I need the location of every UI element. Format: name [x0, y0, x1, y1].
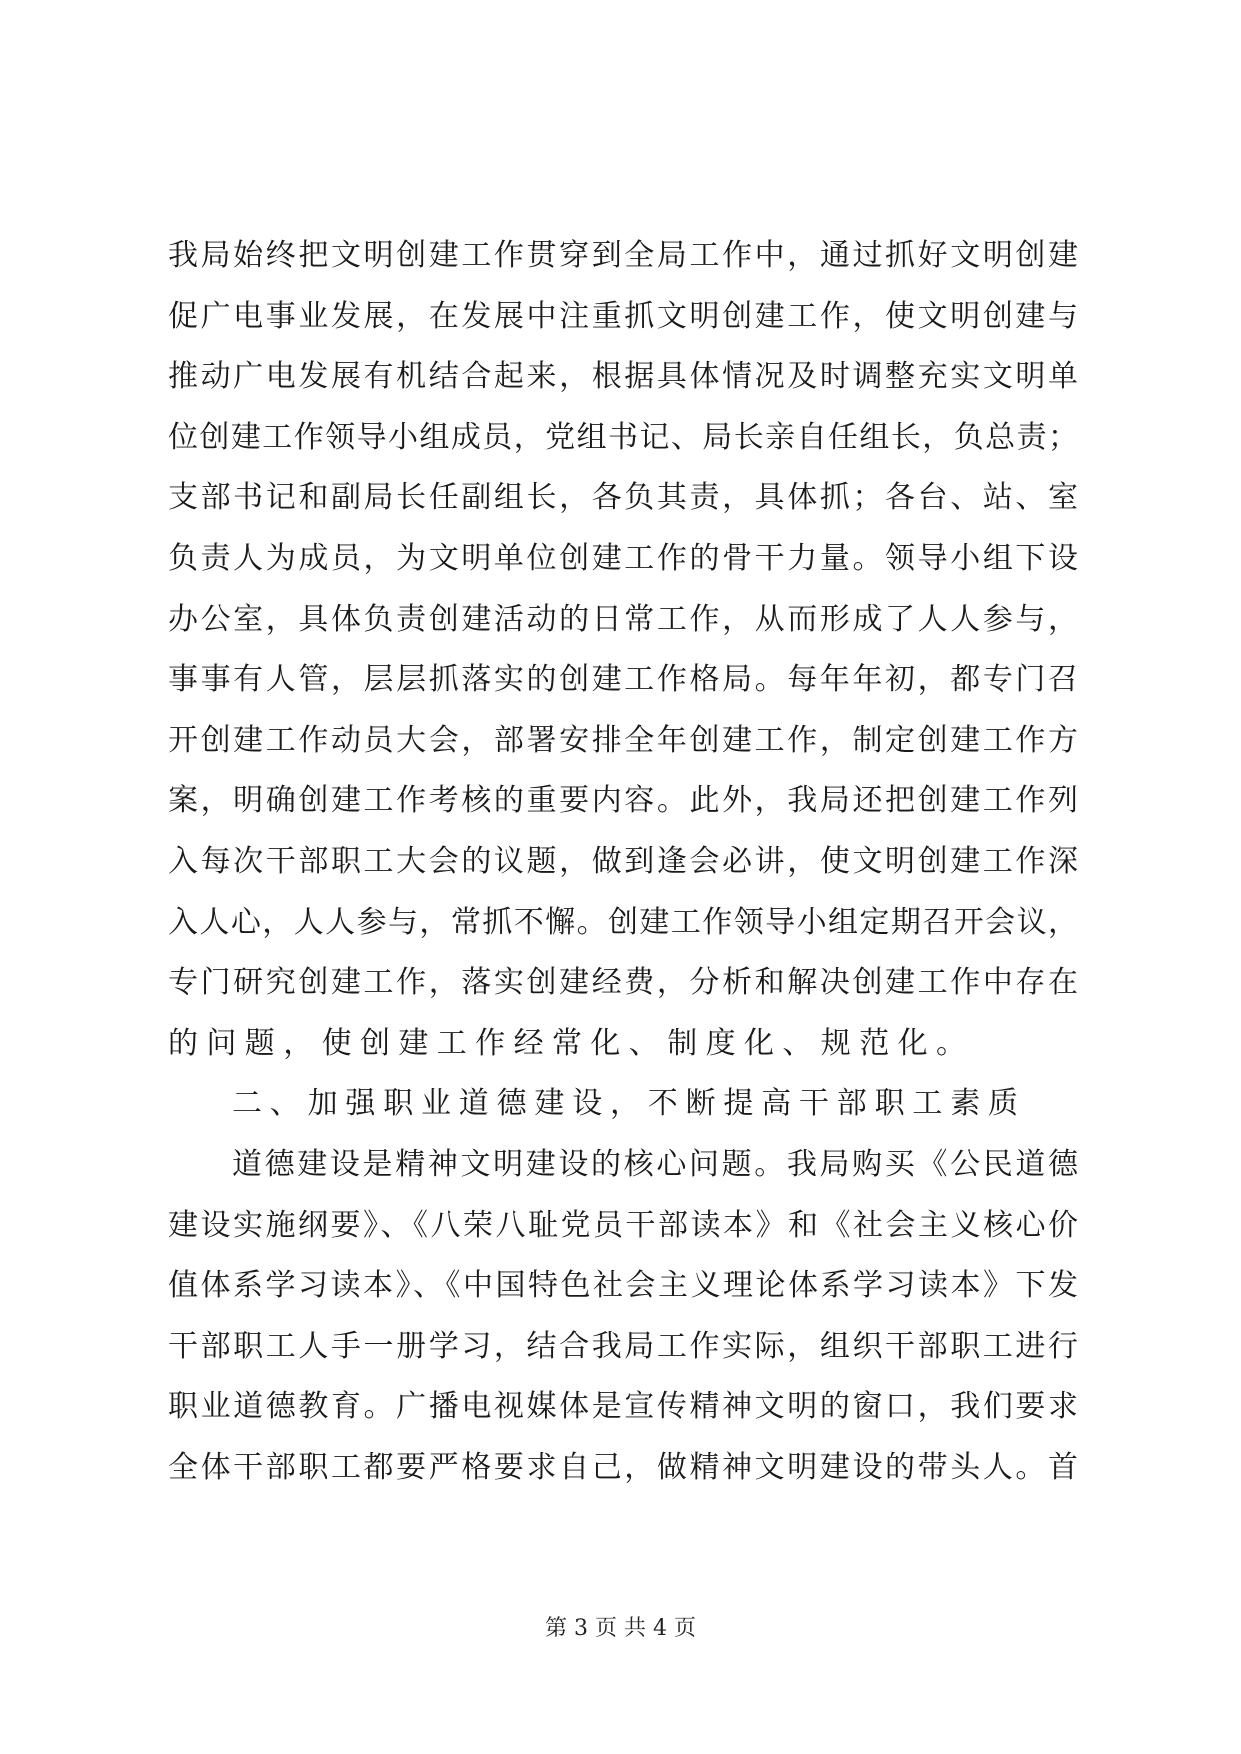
text-line: 促广电事业发展，在发展中注重抓文明创建工作，使文明创建与 [168, 298, 1078, 334]
text-line: 专门研究创建工作，落实创建经费，分析和解决创建工作中存在 [168, 965, 1078, 1001]
text-line: 支部书记和副局长任副组长，各负其责，具体抓；各台、站、室 [168, 480, 1078, 516]
text-line: 值体系学习读本》、《中国特色社会主义理论体系学习读本》下发 [168, 1268, 1078, 1304]
text-line: 职业道德教育。广播电视媒体是宣传精神文明的窗口，我们要求 [168, 1389, 1078, 1425]
text-line: 我局始终把文明创建工作贯穿到全局工作中，通过抓好文明创建 [168, 238, 1078, 273]
text-line: 道德建设是精神文明建设的核心问题。我局购买《公民道德 [232, 1146, 1078, 1182]
page-number: 第 3 页 共 4 页 [545, 1616, 696, 1641]
text-line: 推动广电发展有机结合起来，根据具体情况及时调整充实文明单 [168, 359, 1078, 395]
text-line: 位创建工作领导小组成员，党组书记、局长亲自任组长，负总责； [168, 419, 1078, 455]
text-line: 的问题，使创建工作经常化、制度化、规范化。 [168, 1025, 975, 1061]
text-line: 全体干部职工都要严格要求自己，做精神文明建设的带头人。首 [168, 1449, 1078, 1485]
text-line: 负责人为成员，为文明单位创建工作的骨干力量。领导小组下设 [168, 540, 1078, 576]
text-line: 案，明确创建工作考核的重要内容。此外，我局还把创建工作列 [168, 783, 1078, 819]
text-line: 事事有人管，层层抓落实的创建工作格局。每年年初，都专门召 [168, 662, 1078, 698]
text-line: 办公室，具体负责创建活动的日常工作，从而形成了人人参与， [168, 601, 1078, 637]
text-line: 开创建工作动员大会，部署安排全年创建工作，制定创建工作方 [168, 722, 1078, 758]
text-line: 入每次干部职工大会的议题，做到逢会必讲，使文明创建工作深 [168, 843, 1078, 879]
page-footer [0, 1614, 1241, 1644]
text-line: 入人心，人人参与，常抓不懈。创建工作领导小组定期召开会议， [168, 904, 1078, 940]
text-line: 干部职工人手一册学习，结合我局工作实际，组织干部职工进行 [168, 1328, 1078, 1364]
body-text [168, 226, 1078, 1498]
text-line: 建设实施纲要》、《八荣八耻党员干部读本》和《社会主义核心价 [168, 1207, 1078, 1243]
section-heading: 二、加强职业道德建设，不断提高干部职工素质 [232, 1086, 1026, 1122]
